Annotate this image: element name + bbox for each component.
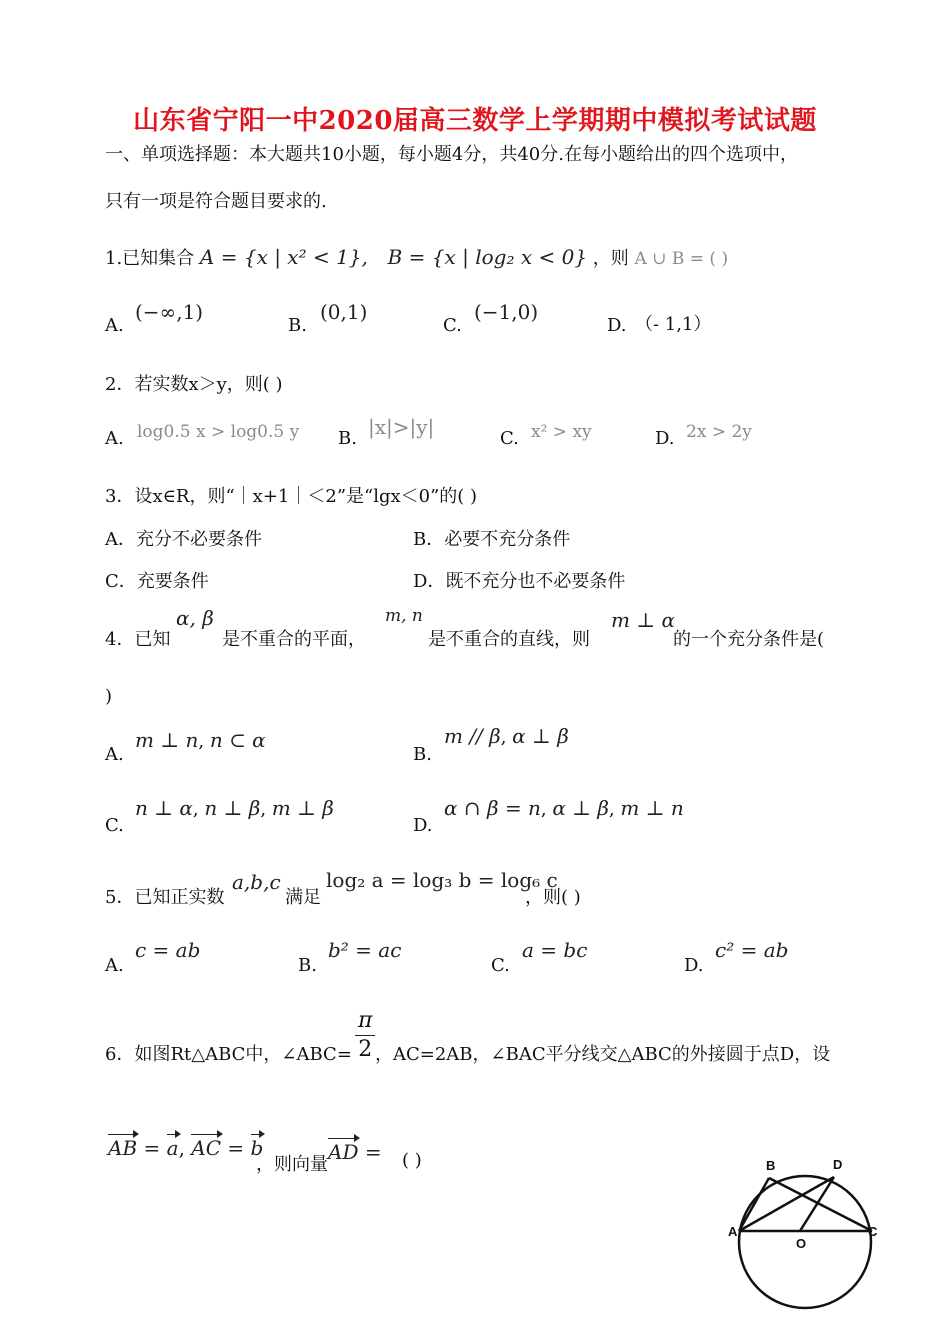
q4-option-d-math-2: α ⊥ β: [552, 796, 609, 820]
q1-option-a-label: A.: [105, 315, 124, 336]
q4-option-b-label: B.: [413, 744, 432, 765]
q5-option-b-label: B.: [298, 955, 317, 976]
q3-option-a: [105, 525, 262, 551]
q5-option-c-label: C.: [491, 955, 510, 976]
q4-text-2: 是不重合的直线，则: [428, 629, 590, 650]
q2-option-d: 2x > 2y: [686, 422, 752, 442]
q4-m-n: m, n: [385, 606, 423, 626]
label-d: D: [833, 1157, 843, 1172]
q5-option-a-label: A.: [105, 955, 124, 976]
q2-option-b: |x|>|y|: [368, 415, 435, 439]
q1-option-c: (−1,0): [474, 300, 539, 324]
q5-option-a: c = ab: [135, 938, 201, 962]
q1-option-c-label: C.: [443, 315, 462, 336]
q4-option-d-math-3: m ⊥ n: [620, 796, 684, 820]
q3-option-d-label: D．: [413, 571, 446, 592]
q4-option-b: m // β, α ⊥ β: [444, 724, 569, 748]
q4-alpha-beta: α, β: [176, 606, 214, 630]
q2-stem: 2．若实数x＞y，则( ): [105, 374, 283, 395]
label-o: O: [796, 1236, 807, 1251]
q6-vectors: AB = a, AC = b: [108, 1136, 264, 1160]
q2-option-d-label: D.: [655, 428, 675, 449]
q3-option-c-text: 充要条件: [136, 571, 209, 592]
q1-option-b-label: B.: [288, 315, 307, 336]
vector-b: b: [250, 1136, 264, 1160]
q3-option-d-text: 既不充分也不必要条件: [445, 571, 626, 592]
q4-option-c-math-3: m ⊥ β: [271, 796, 334, 820]
q6-fraction-den: 2: [358, 1037, 373, 1062]
q5-equation: log₂ a = log₃ b = log₆ c: [326, 868, 558, 892]
q3-option-b: [413, 525, 570, 551]
vector-a: a: [166, 1136, 179, 1160]
q6-paren: ( ): [402, 1150, 422, 1171]
q4-pre: 4．已知: [105, 629, 171, 650]
vector-ad: AD: [328, 1140, 359, 1164]
q4-option-c: n ⊥ α, n ⊥ β, m ⊥ β: [135, 796, 334, 820]
q2-option-c: x² > xy: [531, 422, 592, 442]
q5-pre: 5．已知正实数: [105, 887, 225, 908]
q1-stem-mid: ，则: [592, 248, 629, 269]
q5-text-2: ，则( ): [525, 887, 581, 908]
vector-ac: AC: [191, 1136, 222, 1160]
circle-figure: [728, 1152, 888, 1332]
q4-option-d-label: D.: [413, 815, 433, 836]
q3-option-c-label: C．: [105, 571, 137, 592]
q6-vector-ad: AD =: [328, 1140, 382, 1164]
q2-option-a: log0.5 x > log0.5 y: [137, 422, 300, 442]
label-b: B: [766, 1158, 776, 1173]
q1-stem-pre: 1.已知集合: [105, 248, 195, 269]
q4-option-d-math-1: α ∩ β = n: [444, 796, 541, 820]
q2-option-c-label: C.: [500, 428, 519, 449]
q2-option-b-label: B.: [338, 428, 357, 449]
q3-option-b-text: 必要不充分条件: [444, 529, 571, 550]
q1-union: A ∪ B = ( ): [634, 249, 729, 269]
q4-option-c-label: C.: [105, 815, 124, 836]
q4-option-c-math-1: n ⊥ α: [135, 796, 193, 820]
q1-option-a: (−∞,1): [135, 300, 204, 324]
q1-set-a: A = {x | x² < 1},: [199, 245, 368, 269]
q3-option-d: [413, 567, 625, 593]
label-a: A: [728, 1224, 738, 1239]
q6-pre: 6．如图Rt△ABC中，∠ABC=: [105, 1044, 352, 1065]
q6-fraction-num: π: [355, 1010, 375, 1036]
q4-option-a-math-2: n ⊂ α: [209, 728, 266, 752]
q1-stem: [105, 244, 728, 270]
q6-post: ，AC=2AB，∠BAC平分线交△ABC的外接圆于点D，设: [375, 1044, 831, 1065]
q3-option-a-text: 充分不必要条件: [136, 529, 262, 550]
page-title: 山东省宁阳一中2020届高三数学上学期期中模拟考试试题: [133, 106, 817, 136]
q3-stem: 3．设x∈R，则“｜x+1｜＜2”是“lgx＜0”的( ): [105, 486, 478, 507]
q5-text-1: 满足: [285, 887, 321, 908]
q4-option-b-math-1: m // β: [444, 724, 501, 748]
q5-abc: a,b,c: [232, 870, 281, 894]
label-c: C: [868, 1224, 878, 1239]
q1-option-b: (0,1): [320, 300, 368, 324]
q4-option-a-math-1: m ⊥ n: [135, 728, 199, 752]
q4-close: ): [105, 686, 113, 707]
q6-fraction: [355, 1010, 375, 1061]
q3-option-a-label: A．: [105, 529, 136, 550]
q4-text-1: 是不重合的平面，: [222, 629, 366, 650]
q4-option-d: α ∩ β = n, α ⊥ β, m ⊥ n: [444, 796, 684, 820]
q1-option-d: （- 1,1）: [635, 314, 712, 335]
q5-option-c: a = bc: [522, 938, 588, 962]
section-intro-line-1: 一、单项选择题：本大题共10小题，每小题4分，共40分.在每小题给出的四个选项中，: [105, 144, 798, 165]
q5-option-d-label: D.: [684, 955, 704, 976]
section-intro-line-2: 只有一项是符合题目要求的.: [105, 191, 327, 212]
q3-option-b-label: B．: [413, 529, 445, 550]
q5-option-b: b² = ac: [328, 938, 402, 962]
q4-condition: m ⊥ α: [611, 608, 675, 632]
q2-option-a-label: A.: [105, 428, 124, 449]
q4-option-b-math-2: α ⊥ β: [512, 724, 569, 748]
q4-option-c-math-2: n ⊥ β: [204, 796, 261, 820]
q1-set-b: B = {x | log₂ x < 0}: [387, 245, 588, 269]
q4-option-a: m ⊥ n, n ⊂ α: [135, 728, 266, 752]
vector-ab: AB: [108, 1136, 138, 1160]
segment-do: [800, 1177, 834, 1231]
q1-option-d-label: D.: [607, 315, 627, 336]
q5-option-d: c² = ab: [715, 938, 789, 962]
q3-option-c: [105, 567, 209, 593]
q6-vec-tail: ，则向量: [256, 1154, 328, 1175]
q4-text-3: 的一个充分条件是(: [673, 629, 825, 650]
q4-option-a-label: A.: [105, 744, 124, 765]
